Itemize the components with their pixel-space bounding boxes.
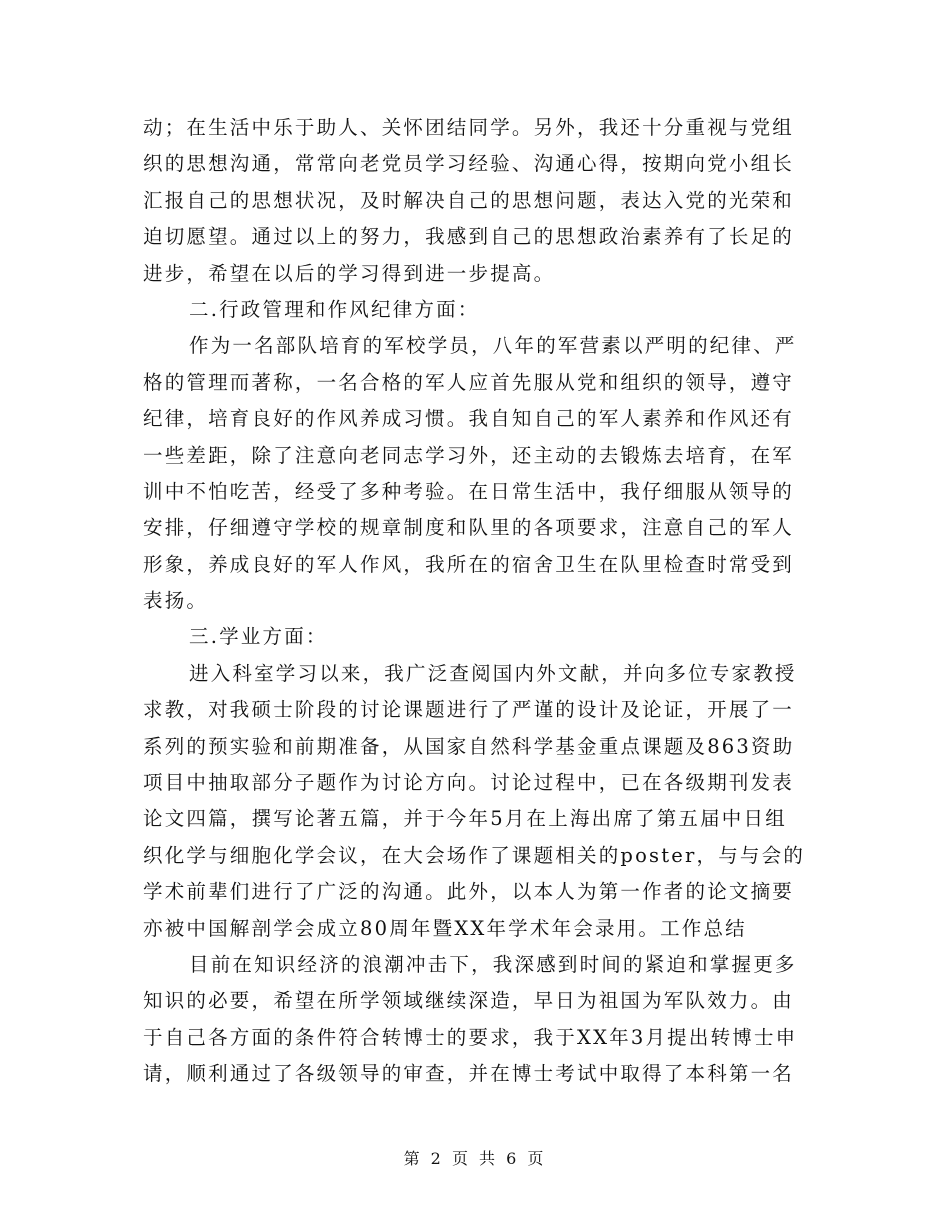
text-line: 动；在生活中乐于助人、关怀团结同学。另外，我还十分重视与党组: [143, 116, 795, 139]
text-line: 学术前辈们进行了广泛的沟通。此外，以本人为第一作者的论文摘要: [143, 880, 795, 904]
text-line: 目前在知识经济的浪潮冲击下，我深感到时间的紧迫和掌握更多: [189, 952, 797, 976]
text-line: 于自己各方面的条件符合转博士的要求，我于XX年3月提出转博士申: [143, 1025, 798, 1049]
text-line: 格的管理而著称，一名合格的军人应首先服从党和组织的领导，遵守: [143, 370, 795, 394]
text-line: 一些差距，除了注意向老同志学习外，还主动的去锻炼去培育，在军: [143, 443, 795, 467]
section-heading: 三.学业方面：: [189, 625, 328, 649]
text-line: 安排，仔细遵守学校的规章制度和队里的各项要求，注意自己的军人: [143, 516, 795, 540]
section-heading: 二.行政管理和作风纪律方面：: [189, 297, 480, 321]
text-line: 织的思想沟通，常常向老党员学习经验、沟通心得，按期向党小组长: [143, 152, 795, 176]
text-line: 表扬。: [143, 589, 209, 613]
text-line: 纪律，培育良好的作风养成习惯。我自知自己的军人素养和作风还有: [143, 407, 795, 431]
text-line: 作为一名部队培育的军校学员，八年的军营素以严明的纪律、严: [189, 334, 797, 358]
text-line: 项目中抽取部分子题作为讨论方向。讨论过程中，已在各级期刊发表: [143, 771, 795, 795]
text-line: 训中不怕吃苦，经受了多种考验。在日常生活中，我仔细服从领导的: [143, 479, 795, 503]
text-line: 汇报自己的思想状况，及时解决自己的思想问题，表达入党的光荣和: [143, 188, 795, 212]
text-line: 亦被中国解剖学会成立80周年暨XX年学术年会录用。工作总结: [143, 916, 747, 940]
text-line: 系列的预实验和前期准备，从国家自然科学基金重点课题及863资助: [143, 734, 795, 758]
text-line: 论文四篇，撰写论著五篇，并于今年5月在上海出席了第五届中日组: [143, 807, 787, 831]
text-line: 迫切愿望。通过以上的努力，我感到自己的思想政治素养有了长足的: [143, 225, 795, 249]
text-line: 进步，希望在以后的学习得到进一步提高。: [143, 261, 556, 285]
text-line: 知识的必要，希望在所学领域继续深造，早日为祖国为军队效力。由: [143, 989, 795, 1013]
text-line: 形象，养成良好的军人作风，我所在的宿舍卫生在队里检查时常受到: [143, 552, 795, 576]
text-line: 请，顺利通过了各级领导的审查，并在博士考试中取得了本科第一名: [143, 1062, 795, 1086]
document-body: [143, 110, 813, 1093]
text-line: 进入科室学习以来，我广泛查阅国内外文献，并向多位专家教授: [189, 661, 797, 685]
page-footer: 第 2 页 共 6 页: [403, 1149, 547, 1168]
text-line: 织化学与细胞化学会议，在大会场作了课题相关的poster，与与会的: [143, 843, 806, 867]
text-line: 求教，对我硕士阶段的讨论课题进行了严谨的设计及论证，开展了一: [143, 698, 795, 722]
